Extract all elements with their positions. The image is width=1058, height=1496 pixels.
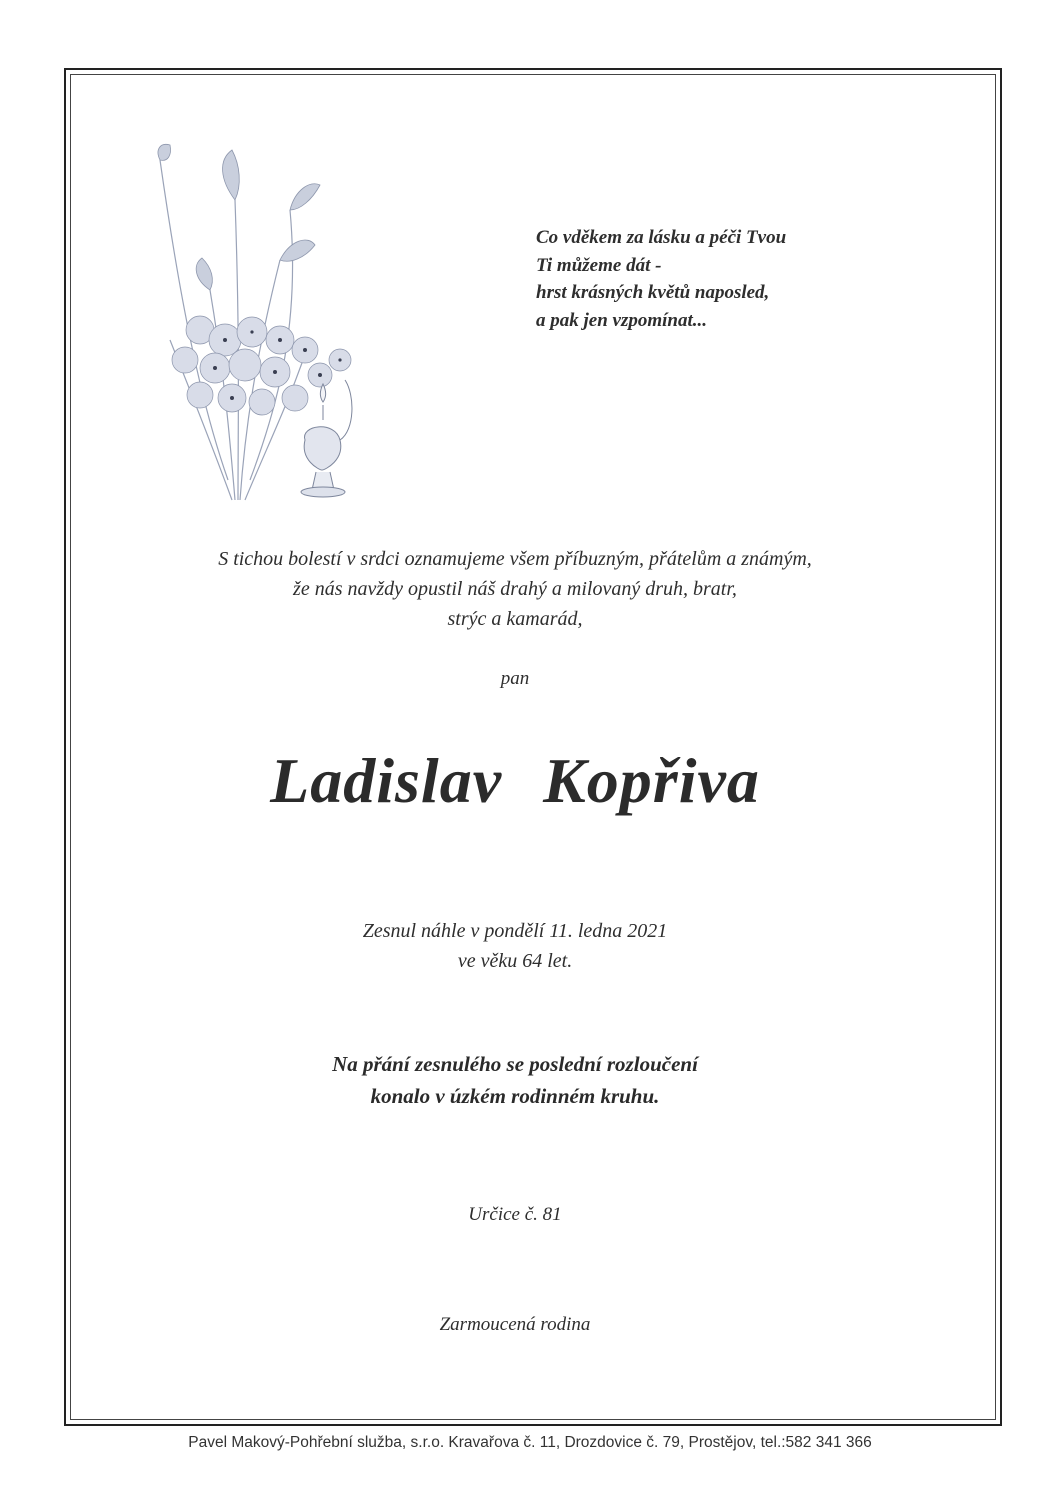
flower-bouquet-with-candle-illustration <box>140 140 380 510</box>
poem-line: Ti můžeme dát - <box>536 254 662 276</box>
death-age-line: ve věku 64 let. <box>457 950 573 972</box>
farewell-line: Na přání zesnulého se poslední rozloučení <box>332 1052 698 1076</box>
salutation: pan <box>500 668 530 689</box>
death-info <box>100 916 930 976</box>
poem-line: a pak jen vzpomínat... <box>536 309 708 331</box>
signature: Zarmoucená rodina <box>439 1314 591 1335</box>
family-address: Určice č. 81 <box>468 1204 562 1225</box>
farewell-line: konalo v úzkém rodinném kruhu. <box>370 1084 660 1108</box>
poem-line: Co vděkem za lásku a péči Tvou <box>536 227 787 248</box>
deceased-first-name: Ladislav <box>270 745 503 816</box>
farewell-notice <box>100 1048 930 1112</box>
death-announcement <box>100 544 930 634</box>
deceased-name <box>100 744 930 818</box>
funeral-service-footer: Pavel Makový-Pohřební služba, s.r.o. Kravařova č. 11, Drozdovice č. 79, Prostějov, tel.:582 341 366 <box>188 1434 872 1451</box>
poem-line: hrst krásných květů naposled, <box>536 282 770 303</box>
announcement-line: S tichou bolestí v srdci oznamujeme všem příbuzným, přátelům a známým, <box>218 548 812 570</box>
memorial-poem <box>536 224 916 334</box>
announcement-line: strýc a kamarád, <box>447 608 583 630</box>
death-date-line: Zesnul náhle v pondělí 11. ledna 2021 <box>362 920 668 942</box>
announcement-line: že nás navždy opustil náš drahý a milovaný druh, bratr, <box>293 578 737 600</box>
deceased-last-name: Kopřiva <box>543 745 760 816</box>
